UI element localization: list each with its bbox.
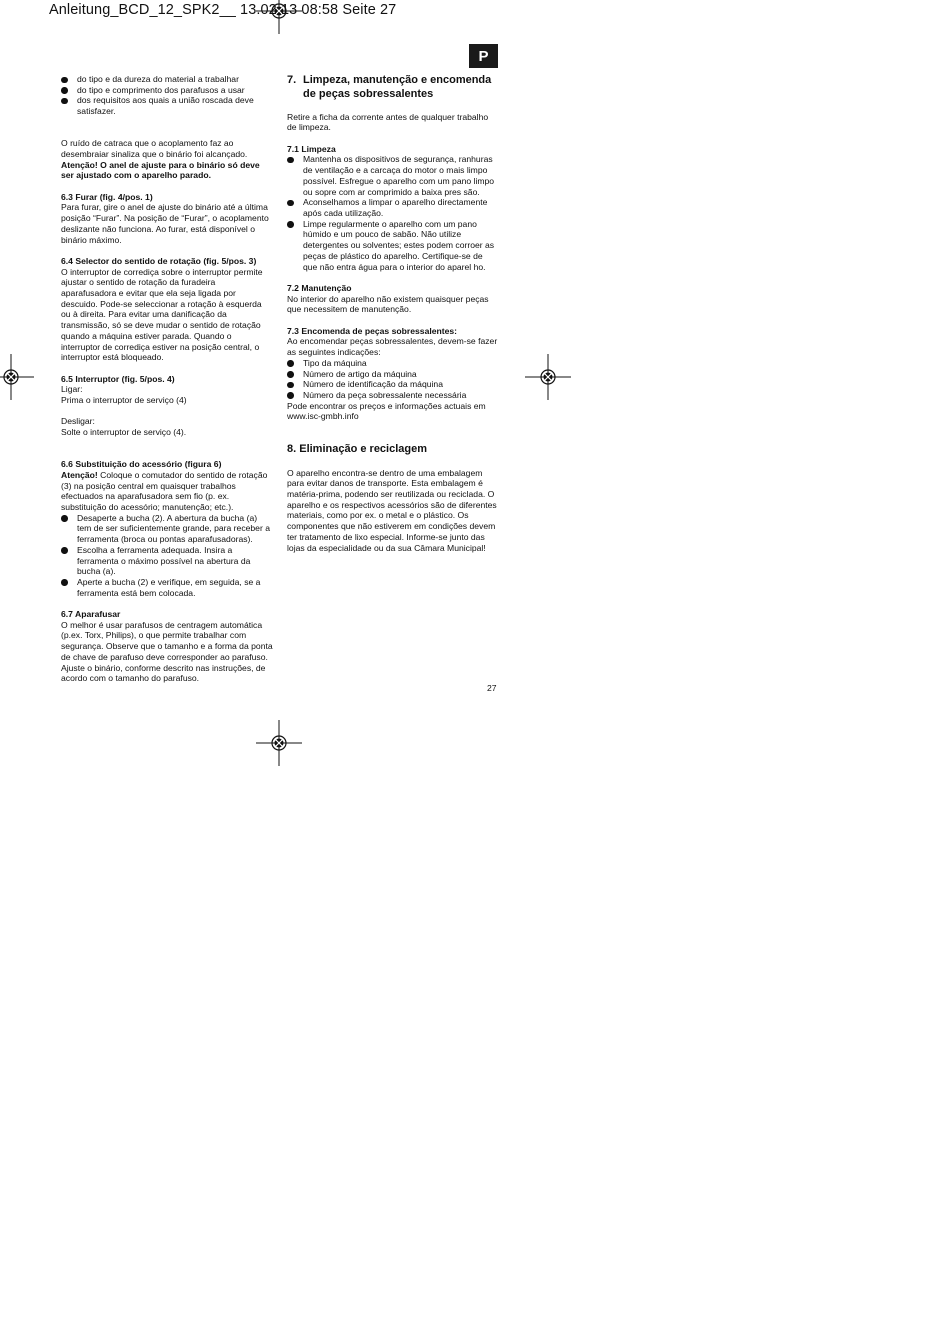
right-column xyxy=(287,74,499,553)
section-8-heading: 8. Eliminação e reciclagem xyxy=(287,443,428,456)
section-7-3-bullet-list xyxy=(287,358,499,401)
warning-label: Atenção! xyxy=(61,469,98,480)
section-6-7-heading: 6.7 Aparafusar xyxy=(61,609,121,620)
intro-warning: Atenção! O anel de ajuste para o binário só deve ser ajustado com o aparelho parado. xyxy=(61,159,260,181)
section-7-3-footer: Pode encontrar os preços e informações actuais em www.isc-gmbh.info xyxy=(287,400,486,422)
list-item: Número da peça sobressalente necessária xyxy=(287,390,499,401)
section-7-number: 7. xyxy=(287,74,297,86)
list-item: Tipo da máquina xyxy=(287,358,499,369)
warning-text: Coloque o comutador do sentido de rotação (3) na posição central em quaisquer trabalhos efectuados na aparafusadora sem fio (p. ex. substituição do acessório; manutenção; etc.). xyxy=(61,469,268,512)
section-7-1-bullet-list xyxy=(287,154,499,272)
switch-on-text: Prima o interruptor de serviço (4) xyxy=(61,395,187,406)
section-7-2-text: No interior do aparelho não existem quaisquer peças que necessitem de manutenção. xyxy=(287,293,489,315)
section-6-6-warning xyxy=(61,470,273,513)
section-6-4-heading: 6.4 Selector do sentido de rotação (fig. 5/pos. 3) xyxy=(61,255,257,266)
registration-mark-right xyxy=(525,354,571,400)
section-7-2-heading: 7.2 Manutenção xyxy=(287,282,352,293)
switch-off-label: Desligar: xyxy=(61,416,95,427)
list-item: Número de artigo da máquina xyxy=(287,369,499,380)
list-item: dos requisitos aos quais a união roscada deve satisfazer. xyxy=(61,95,273,116)
list-item: Aconselhamos a limpar o aparelho directamente após cada utilização. xyxy=(287,197,499,218)
list-item: Mantenha os dispositivos de segurança, ranhuras de ventilação e a carcaça do motor o mais limpo possível. Esfregue o aparelho com um pano limpo ou sopre com ar comprimido a baixa pres são. xyxy=(287,154,499,197)
section-6-5-heading: 6.5 Interruptor (fig. 5/pos. 4) xyxy=(61,373,175,384)
section-7-1-heading: 7.1 Limpeza xyxy=(287,143,336,154)
list-item: Aperte a bucha (2) e verifique, em seguida, se a ferramenta está bem colocada. xyxy=(61,577,273,598)
left-column xyxy=(61,74,273,684)
section-7-title: Limpeza, manutenção e encomenda de peças sobressalentes xyxy=(303,74,492,100)
print-slug-header: Anleitung_BCD_12_SPK2__ 13.02.13 08:58 Seite 27 xyxy=(49,2,397,18)
intro-bullet-list xyxy=(61,74,273,117)
list-item: Desaperte a bucha (2). A abertura da bucha (a) tem de ser suficientemente grande, para receber a ferramenta (broca ou pontas aparafusadoras). xyxy=(61,513,273,545)
list-item: do tipo e da dureza do material a trabalhar xyxy=(61,74,273,85)
intro-paragraph: O ruído de catraca que o acoplamento faz ao desembraiar sinaliza que o binário foi alcançado. xyxy=(61,138,248,159)
language-tab: P xyxy=(469,44,498,68)
section-6-6-heading: 6.6 Substituição do acessório (figura 6) xyxy=(61,459,222,470)
registration-mark-bottom xyxy=(256,720,302,766)
registration-mark-left xyxy=(0,354,34,400)
switch-on-label: Ligar: xyxy=(61,384,83,395)
section-6-3-heading: 6.3 Furar (fig. 4/pos. 1) xyxy=(61,191,153,202)
list-item: Número de identificação da máquina xyxy=(287,379,499,390)
list-item: Escolha a ferramenta adequada. Insira a ferramenta o máximo possível na abertura da bucha (a). xyxy=(61,545,273,577)
section-7-intro: Retire a ficha da corrente antes de qualquer trabalho de limpeza. xyxy=(287,111,489,133)
section-8-text: O aparelho encontra-se dentro de uma embalagem para evitar danos de transporte. Esta embalagem é matéria-prima, podendo ser reutilizada ou reciclada. O aparelho e os respectivos acessórios são de diferentes materiais, como por ex. o metal e o plástico. Os componentes que não estiverem em condições devem ter tratamento de lixo especial. Informe-se junto das lojas da especialidade ou da sua Câmara Municipal! xyxy=(287,467,497,553)
page-number: 27 xyxy=(487,683,497,693)
section-7-heading xyxy=(287,74,499,101)
section-6-7-text: O melhor é usar parafusos de centragem automática (p.ex. Torx, Philips), o que permite trabalhar com segurança. Observe que o tamanho e a forma da ponta de chave de parafuso deve corresponder ao parafuso. Ajuste o binário, conforme descrito nas instruções, de acordo com o tamanho do parafuso. xyxy=(61,619,273,684)
switch-off-text: Solte o interruptor de serviço (4). xyxy=(61,427,187,438)
list-item: do tipo e comprimento dos parafusos a usar xyxy=(61,85,273,96)
section-6-3-text: Para furar, gire o anel de ajuste do binário até a última posição “Furar”. Na posição de “Furar”, o acoplamento deslizante não funciona. Ao furar, está disponível o binário máximo. xyxy=(61,202,269,245)
section-7-3-heading: 7.3 Encomenda de peças sobressalentes: xyxy=(287,325,458,336)
section-7-3-text: Ao encomendar peças sobressalentes, devem-se fazer as seguintes indicações: xyxy=(287,336,498,358)
list-item: Limpe regularmente o aparelho com um pano húmido e um pouco de sabão. Não utilize detergentes ou solventes; estes podem corroer as peças de plástico do aparelho. Certifique-se de que não entra água para o interior do aparel ho. xyxy=(287,219,499,273)
section-6-6-bullet-list xyxy=(61,513,273,599)
section-6-4-text: O interruptor de corrediça sobre o interruptor permite ajustar o sentido de rotação da furadeira aparafusadora e evitar que ela seja ligada por descuido. Pode-se seleccionar a rotação à esquerda ou à direita. Para evitar uma danificação da transmissão, só se deve mudar o sentido de rotação quando a máquina estiver parada. Quando o interruptor de corrediça estiver na posição central, o interruptor está bloqueado. xyxy=(61,266,263,363)
